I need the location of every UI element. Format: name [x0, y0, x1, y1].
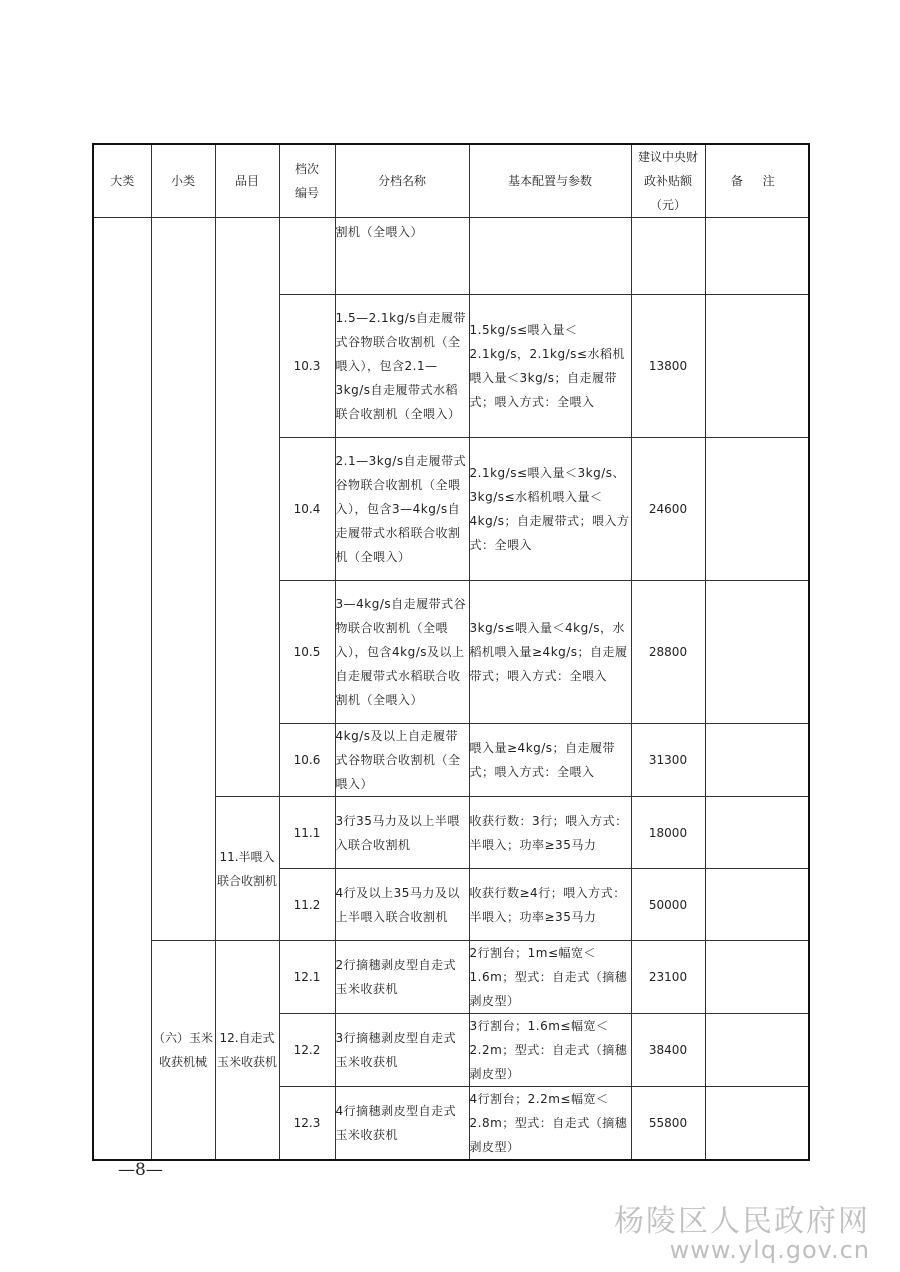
header-row: [93, 144, 809, 218]
table-row: [93, 218, 809, 295]
row-remarks: [705, 1087, 809, 1161]
table-row: [93, 941, 809, 1014]
row-code: 10.5: [279, 581, 335, 724]
row-amount: 28800: [631, 581, 705, 724]
row-code: 12.3: [279, 1087, 335, 1161]
watermark-site: 杨陵区人民政府网: [614, 1204, 870, 1239]
row-code: 12.1: [279, 941, 335, 1014]
row-name: 3行摘穗剥皮型自走式玉米收获机: [335, 1014, 469, 1087]
row-name: 割机（全喂入）: [335, 218, 469, 295]
minor-cell-empty: [151, 218, 215, 941]
row-amount: [631, 218, 705, 295]
row-remarks: [705, 218, 809, 295]
row-name: 3行35马力及以上半喂入联合收割机: [335, 797, 469, 869]
row-remarks: [705, 724, 809, 797]
row-amount: 24600: [631, 438, 705, 581]
row-name: 4kg/s及以上自走履带式谷物联合收割机（全喂入）: [335, 724, 469, 797]
page-number: —8—: [118, 1160, 163, 1180]
row-remarks: [705, 438, 809, 581]
row-remarks: [705, 581, 809, 724]
row-remarks: [705, 295, 809, 438]
watermark-url: www.ylq.gov.cn: [669, 1236, 870, 1264]
item-11-cell: 11.半喂入联合收割机: [215, 797, 279, 941]
row-params: 收获行数：3行；喂入方式：半喂入；功率≥35马力: [469, 797, 631, 869]
row-amount: 38400: [631, 1014, 705, 1087]
item-12-cell: 12.自走式玉米收获机: [215, 941, 279, 1161]
row-remarks: [705, 869, 809, 941]
row-params: 3kg/s≤喂入量＜4kg/s，水稻机喂入量≥4kg/s；自走履带式；喂入方式：全喂入: [469, 581, 631, 724]
row-params: [469, 218, 631, 295]
row-amount: 18000: [631, 797, 705, 869]
row-amount: 31300: [631, 724, 705, 797]
row-amount: 13800: [631, 295, 705, 438]
header-params: 基本配置与参数: [469, 144, 631, 218]
row-name: 3—4kg/s自走履带式谷物联合收割机（全喂入），包含4kg/s及以上自走履带式水稻联合收割机（全喂入）: [335, 581, 469, 724]
row-amount: 55800: [631, 1087, 705, 1161]
row-params: 2.1kg/s≤喂入量＜3kg/s、3kg/s≤水稻机喂入量＜4kg/s；自走履带式；喂入方式：全喂入: [469, 438, 631, 581]
header-subsidy: 建议中央财政补贴额（元）: [631, 144, 705, 218]
major-cell: [93, 218, 151, 1161]
header-minor: 小类: [151, 144, 215, 218]
row-code: 10.3: [279, 295, 335, 438]
row-code: 12.2: [279, 1014, 335, 1087]
row-code: 10.4: [279, 438, 335, 581]
header-remarks: 备 注: [705, 144, 809, 218]
row-params: 4行割台；2.2m≤幅宽＜2.8m；型式：自走式（摘穗剥皮型）: [469, 1087, 631, 1161]
header-item: 品目: [215, 144, 279, 218]
row-params: 2行割台；1m≤幅宽＜1.6m；型式：自走式（摘穗剥皮型）: [469, 941, 631, 1014]
row-remarks: [705, 1014, 809, 1087]
minor-6-cell: （六）玉米收获机械: [151, 941, 215, 1161]
header-name: 分档名称: [335, 144, 469, 218]
header-major: 大类: [93, 144, 151, 218]
row-name: 2行摘穗剥皮型自走式玉米收获机: [335, 941, 469, 1014]
subsidy-table: [92, 143, 810, 1161]
row-name: 1.5—2.1kg/s自走履带式谷物联合收割机（全喂入），包含2.1—3kg/s自走履带式水稻联合收割机（全喂入）: [335, 295, 469, 438]
row-params: 收获行数≥4行；喂入方式：半喂入；功率≥35马力: [469, 869, 631, 941]
row-code: 10.6: [279, 724, 335, 797]
row-remarks: [705, 941, 809, 1014]
item-cell-empty: [215, 218, 279, 797]
header-code: 档次编号: [279, 144, 335, 218]
row-code: 11.2: [279, 869, 335, 941]
row-code: [279, 218, 335, 295]
row-name: 4行摘穗剥皮型自走式玉米收获机: [335, 1087, 469, 1161]
row-params: 1.5kg/s≤喂入量＜2.1kg/s，2.1kg/s≤水稻机喂入量＜3kg/s；自走履带式；喂入方式：全喂入: [469, 295, 631, 438]
row-remarks: [705, 797, 809, 869]
row-params: 喂入量≥4kg/s；自走履带式；喂入方式：全喂入: [469, 724, 631, 797]
row-params: 3行割台；1.6m≤幅宽＜2.2m；型式：自走式（摘穗剥皮型）: [469, 1014, 631, 1087]
row-name: 2.1—3kg/s自走履带式谷物联合收割机（全喂入），包含3—4kg/s自走履带式水稻联合收割机（全喂入）: [335, 438, 469, 581]
row-amount: 50000: [631, 869, 705, 941]
row-name: 4行及以上35马力及以上半喂入联合收割机: [335, 869, 469, 941]
row-amount: 23100: [631, 941, 705, 1014]
row-code: 11.1: [279, 797, 335, 869]
